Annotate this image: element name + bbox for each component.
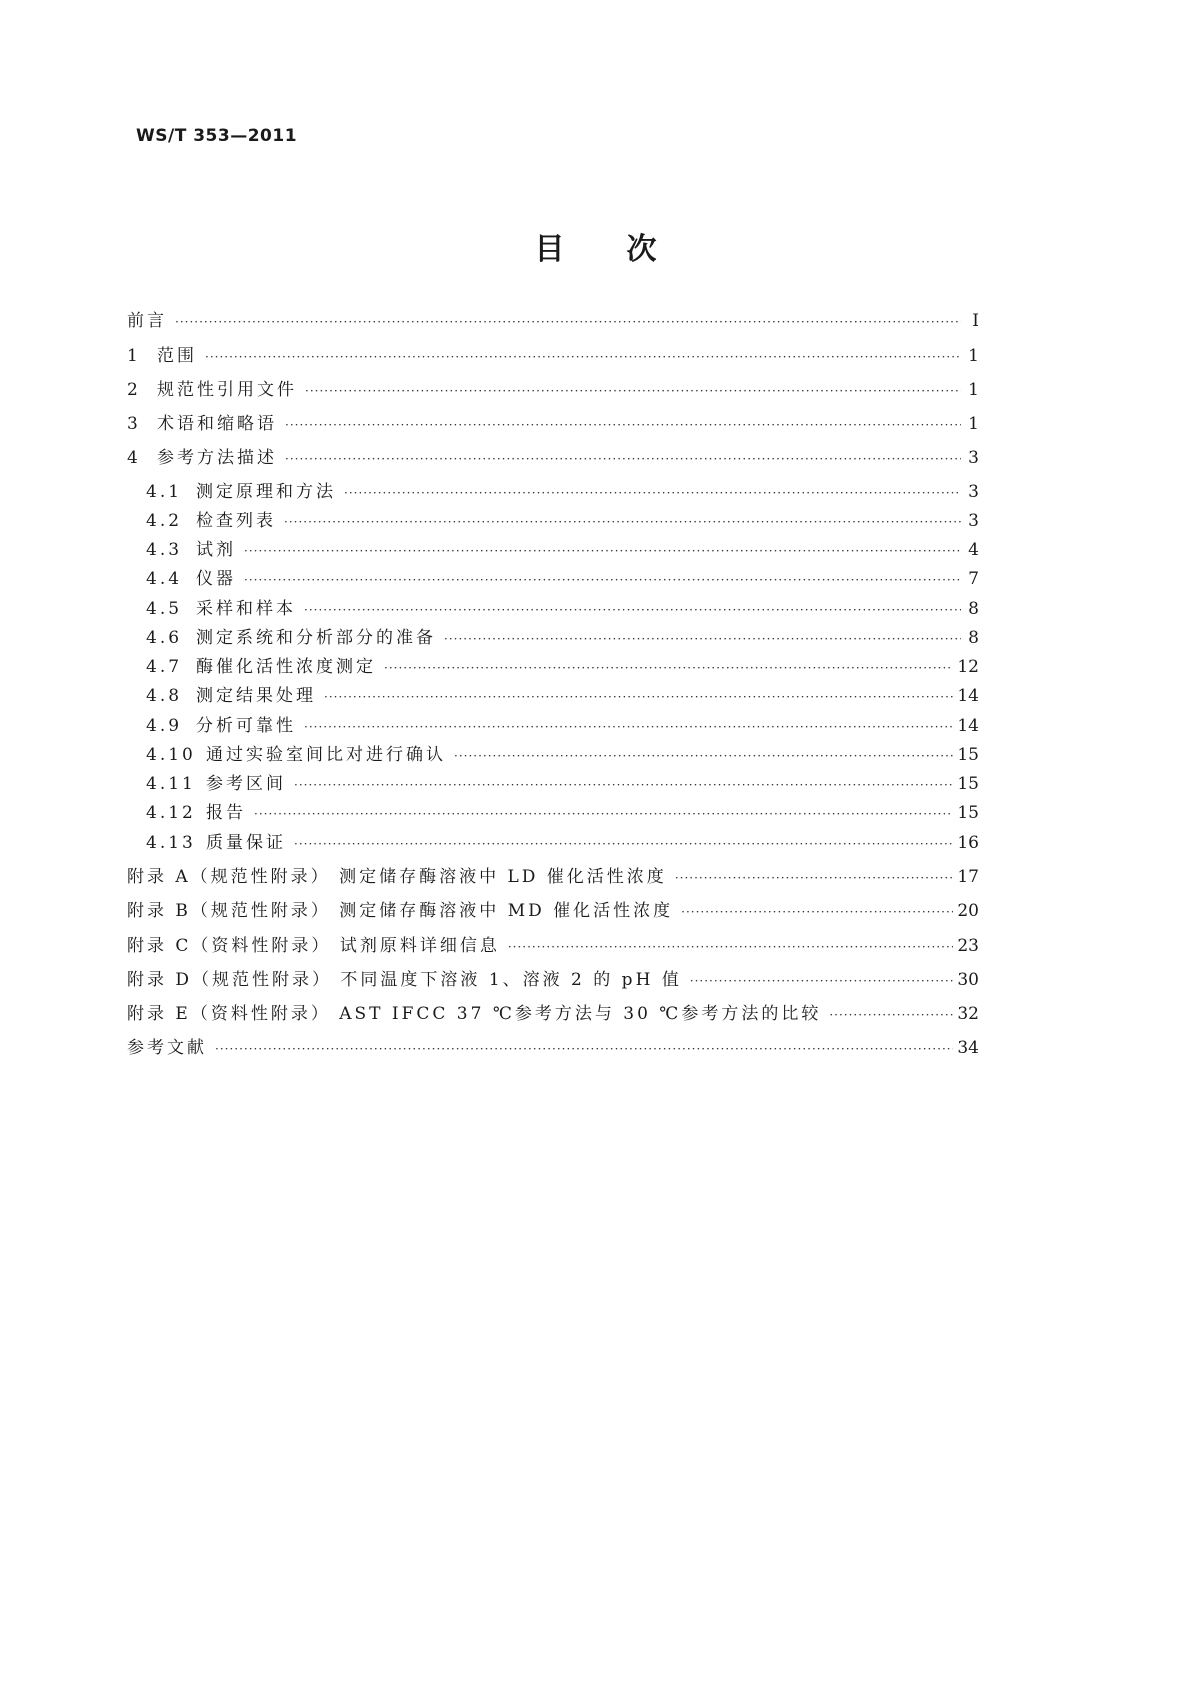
toc-entry-number: 4.13 (146, 833, 196, 853)
toc-entry-appendix-e[interactable] (127, 999, 979, 1024)
toc-entry-4-11[interactable] (146, 769, 979, 794)
toc-entry-title: 试剂 (196, 540, 236, 560)
toc-entry-page: 15 (957, 803, 979, 823)
toc-entry-3[interactable] (127, 409, 979, 434)
leader-dots (454, 749, 953, 763)
toc-entry-title: 测定结果处理 (196, 686, 316, 706)
leader-dots (304, 720, 953, 734)
toc-entry-title: 术语和缩略语 (157, 414, 277, 434)
toc-entry-2[interactable] (127, 375, 979, 400)
toc-entry-title: 通过实验室间比对进行确认 (206, 745, 446, 765)
toc-entry-appendix-b[interactable] (127, 896, 979, 921)
toc-entry-title: 参考区间 (206, 774, 286, 794)
toc-entry-4-2[interactable] (146, 506, 979, 531)
toc-entry-4-8[interactable] (146, 681, 979, 706)
toc-entry-number: 4.6 (146, 628, 183, 648)
leader-dots (444, 632, 961, 646)
toc-entry-number: 4.2 (146, 511, 183, 531)
toc-entry-4-10[interactable] (146, 740, 979, 765)
toc-entry-title: 前言 (127, 311, 167, 331)
page-title: 目次 (534, 232, 719, 267)
toc-entry-page: 1 (968, 346, 979, 366)
toc-entry-number: 1 (127, 346, 141, 366)
leader-dots (690, 974, 954, 988)
toc-entry-4[interactable] (127, 443, 979, 468)
leader-dots (829, 1008, 953, 1022)
leader-dots (304, 603, 961, 617)
toc-entry-number: 4.10 (146, 745, 196, 765)
toc-entry-title: 附录 B（规范性附录） 测定储存酶溶液中 MD 催化活性浓度 (127, 901, 674, 921)
leader-dots (294, 837, 953, 851)
toc-entry-page: 3 (968, 511, 979, 531)
toc-entry-title: 附录 A（规范性附录） 测定储存酶溶液中 LD 催化活性浓度 (127, 867, 667, 887)
toc-entry-4-3[interactable] (146, 535, 979, 560)
toc-entry-number: 4.3 (146, 540, 183, 560)
leader-dots (205, 350, 961, 364)
leader-dots (675, 871, 954, 885)
toc-entry-number: 2 (127, 380, 141, 400)
toc-entry-title: 测定原理和方法 (196, 482, 336, 502)
toc-entry-page: 14 (957, 686, 979, 706)
toc-entry-number: 4.4 (146, 569, 183, 589)
leader-dots (244, 544, 961, 558)
toc-entry-number: 3 (127, 414, 141, 434)
toc-entry-page: 23 (957, 936, 979, 956)
toc-entry-number: 4.11 (146, 774, 196, 794)
toc-entry-title: 采样和样本 (196, 599, 296, 619)
toc-entry-page: 16 (957, 833, 979, 853)
toc-entry-number: 4.9 (146, 716, 183, 736)
toc-entry-title: 规范性引用文件 (157, 380, 297, 400)
toc-entry-references[interactable] (127, 1033, 979, 1058)
toc-entry-title: 附录 E（资料性附录） AST IFCC 37 ℃参考方法与 30 ℃参考方法的比较 (127, 1004, 822, 1024)
toc-entry-page: 12 (957, 657, 979, 677)
toc-entry-page: 7 (968, 569, 979, 589)
toc-entry-number: 4.5 (146, 599, 183, 619)
toc-entry-number: 4.8 (146, 686, 183, 706)
toc-entry-4-9[interactable] (146, 711, 979, 736)
toc-entry-page: 4 (968, 540, 979, 560)
leader-dots (285, 452, 961, 466)
toc-entry-page: 14 (957, 716, 979, 736)
toc-entry-4-12[interactable] (146, 798, 979, 823)
leader-dots (175, 315, 961, 329)
toc-entry-title: 附录 C（资料性附录） 试剂原料详细信息 (127, 936, 500, 956)
toc-entry-number: 4.7 (146, 657, 183, 677)
toc-entry-page: 15 (957, 774, 979, 794)
toc-entry-page: 1 (968, 414, 979, 434)
leader-dots (215, 1042, 953, 1056)
leader-dots (305, 384, 961, 398)
toc-entry-appendix-d[interactable] (127, 965, 979, 990)
toc-entry-title: 参考方法描述 (157, 448, 277, 468)
toc-entry-title: 报告 (206, 803, 246, 823)
leader-dots (508, 940, 954, 954)
toc-entry-number: 4 (127, 448, 141, 468)
toc-entry-appendix-a[interactable] (127, 862, 979, 887)
leader-dots (324, 690, 953, 704)
toc-entry-page: 32 (957, 1004, 979, 1024)
toc-entry-4-6[interactable] (146, 623, 979, 648)
toc-entry-title: 分析可靠性 (196, 716, 296, 736)
standard-code: WS/T 353—2011 (136, 126, 298, 146)
leader-dots (254, 807, 953, 821)
toc-entry-title: 范围 (157, 346, 197, 366)
toc-entry-4-13[interactable] (146, 828, 979, 853)
toc-entry-appendix-c[interactable] (127, 931, 979, 956)
toc-entry-page: 3 (968, 448, 979, 468)
toc-entry-title: 测定系统和分析部分的准备 (196, 628, 436, 648)
leader-dots (244, 573, 961, 587)
toc-entry-page: 34 (957, 1038, 979, 1058)
toc-entry-title: 附录 D（规范性附录） 不同温度下溶液 1、溶液 2 的 pH 值 (127, 970, 682, 990)
toc-entry-4-5[interactable] (146, 594, 979, 619)
leader-dots (344, 486, 961, 500)
toc-entry-page: 17 (957, 867, 979, 887)
leader-dots (681, 905, 953, 919)
toc-entry-title: 酶催化活性浓度测定 (196, 657, 376, 677)
toc-entry-page: Ⅰ (972, 311, 979, 331)
toc-entry-page: 8 (968, 599, 979, 619)
toc-entry-4-4[interactable] (146, 564, 979, 589)
toc-entry-title: 参考文献 (127, 1038, 207, 1058)
toc-entry-page: 30 (957, 970, 979, 990)
leader-dots (384, 661, 953, 675)
toc-entry-title: 质量保证 (206, 833, 286, 853)
toc-entry-number: 4.12 (146, 803, 196, 823)
toc-entry-title: 仪器 (196, 569, 236, 589)
leader-dots (294, 778, 953, 792)
toc-entry-number: 4.1 (146, 482, 183, 502)
toc-entry-4-1[interactable] (146, 477, 979, 502)
leader-dots (284, 515, 961, 529)
toc-entry-page: 8 (968, 628, 979, 648)
toc-entry-page: 1 (968, 380, 979, 400)
toc-entry-page: 3 (968, 482, 979, 502)
toc-entry-4-7[interactable] (146, 652, 979, 677)
toc-entry-page: 20 (957, 901, 979, 921)
toc-entry-1[interactable] (127, 341, 979, 366)
toc-entry-foreword[interactable] (127, 306, 979, 331)
toc-entry-page: 15 (957, 745, 979, 765)
toc-entry-title: 检查列表 (196, 511, 276, 531)
leader-dots (285, 418, 961, 432)
